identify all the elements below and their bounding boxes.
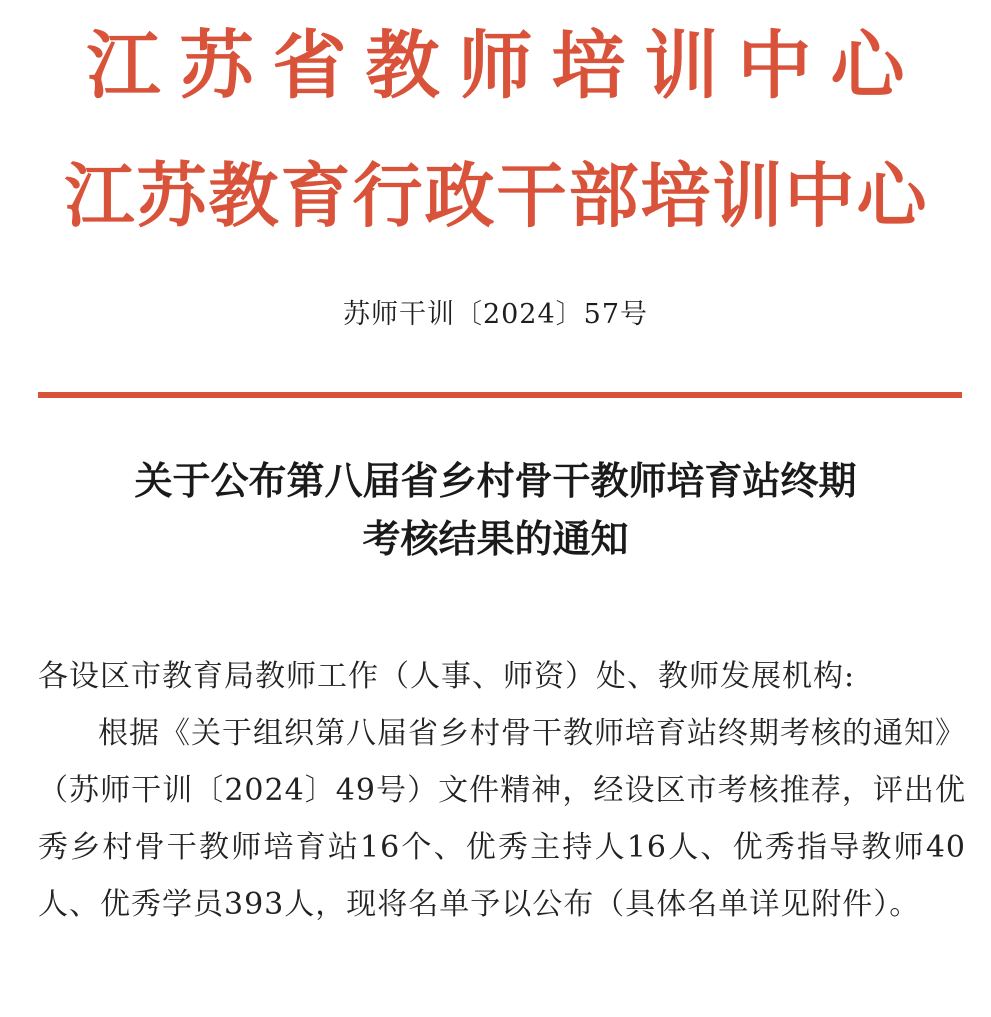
issuing-org-primary: 江苏省教师培训中心 [86,23,924,109]
salutation: 各设区市教育局教师工作（人事、师资）处、教师发展机构: [38,659,856,694]
title-line-2: 考核结果的通知 [362,517,629,561]
issuing-org-secondary: 江苏教育行政干部培训中心 [64,155,929,237]
document-body [38,648,966,933]
document-title [0,452,991,568]
title-line-1: 关于公布第八届省乡村骨干教师培育站终期 [134,459,857,503]
body-paragraph: 根据《关于组织第八届省乡村骨干教师培育站终期考核的通知》（苏师干训〔2024〕49号）文件精神，经设区市考核推荐，评出优秀乡村骨干教师培育站16个、优秀主持人16人、优秀指导教师40人、优秀学员393人，现将名单予以公布（具体名单详见附件）。 [38,716,966,922]
document-number: 苏师干训〔2024〕57号 [342,299,649,330]
red-header-divider [38,392,962,398]
